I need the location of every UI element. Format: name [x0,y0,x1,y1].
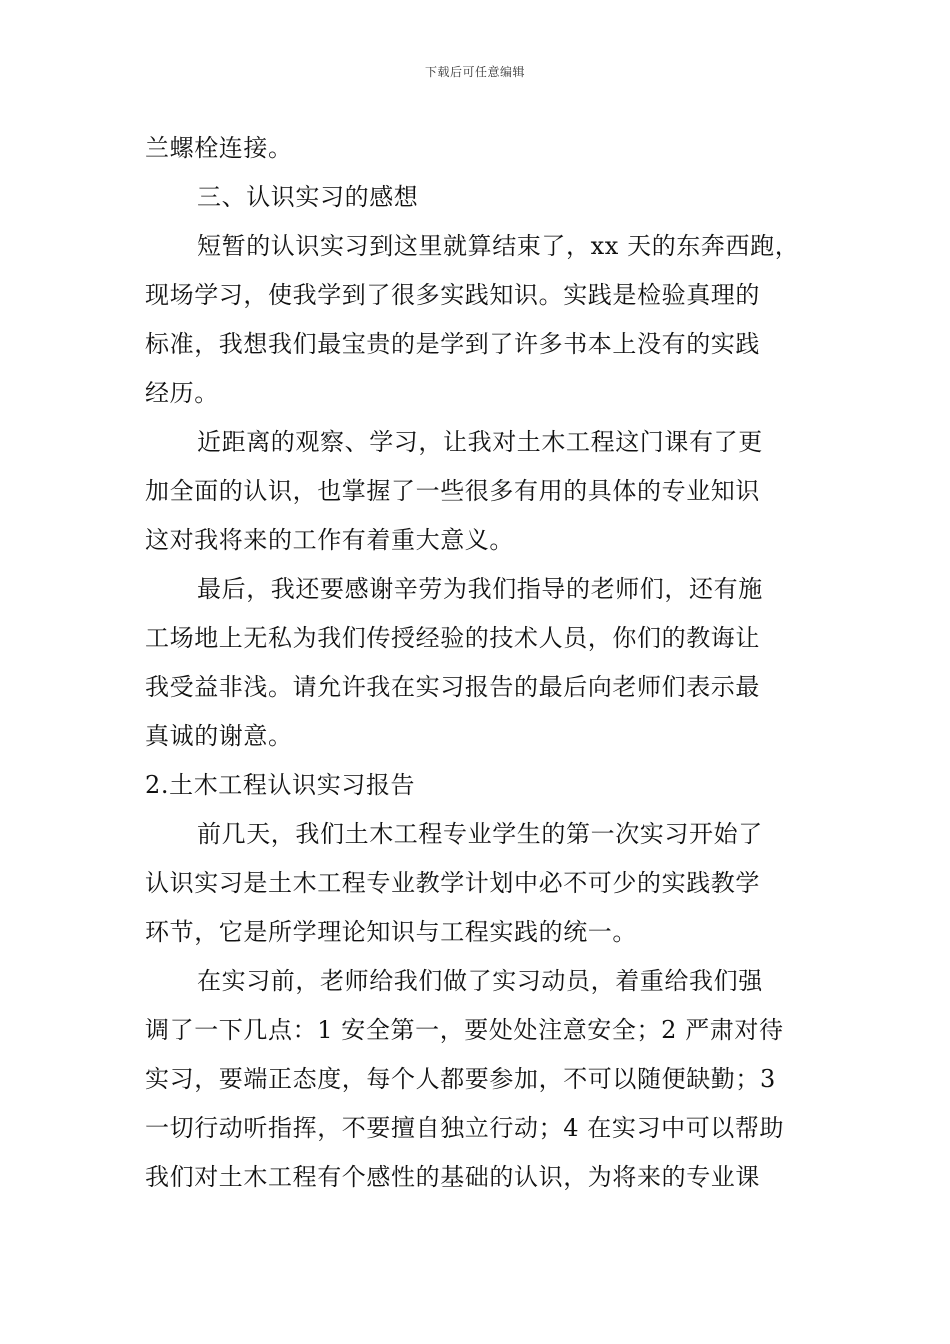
text-line: 工场地上无私为我们传授经验的技术人员，你们的教诲让 [145,624,760,652]
section-heading: 三、认识实习的感想 [197,183,419,211]
document-body [145,124,817,1202]
text-line: 调了一下几点：1 安全第一，要处处注意安全；2 严肃对待 [145,1016,784,1044]
text-line: 认识实习是土木工程专业教学计划中必不可少的实践教学 [145,869,760,897]
text-line: 这对我将来的工作有着重大意义。 [145,526,514,554]
page-header: 下载后可任意编辑 [424,65,525,79]
text-line: 我们对土木工程有个感性的基础的认识，为将来的专业课 [145,1163,760,1191]
text-line: 实习，要端正态度，每个人都要参加，不可以随便缺勤；3 [145,1065,776,1093]
text-line: 加全面的认识，也掌握了一些很多有用的具体的专业知识 [145,477,760,505]
text-line: 兰螺栓连接。 [145,134,293,162]
text-line: 我受益非浅。请允许我在实习报告的最后向老师们表示最 [145,673,760,701]
text-line: 近距离的观察、学习，让我对土木工程这门课有了更 [197,428,763,456]
section-title: 2.土木工程认识实习报告 [145,771,416,799]
text-line: 环节，它是所学理论知识与工程实践的统一。 [145,918,637,946]
text-line: 标准，我想我们最宝贵的是学到了许多书本上没有的实践 [145,330,760,358]
text-line: 短暂的认识实习到这里就算结束了，xx 天的东奔西跑， [197,232,800,260]
text-line: 前几天，我们土木工程专业学生的第一次实习开始了 [197,820,763,848]
text-line: 经历。 [145,379,219,407]
text-line: 在实习前，老师给我们做了实习动员，着重给我们强 [197,967,763,995]
text-line: 真诚的谢意。 [145,722,293,750]
text-line: 最后，我还要感谢辛劳为我们指导的老师们，还有施 [197,575,763,603]
text-line: 一切行动听指挥，不要擅自独立行动；4 在实习中可以帮助 [145,1114,785,1142]
text-line: 现场学习，使我学到了很多实践知识。实践是检验真理的 [145,281,760,309]
